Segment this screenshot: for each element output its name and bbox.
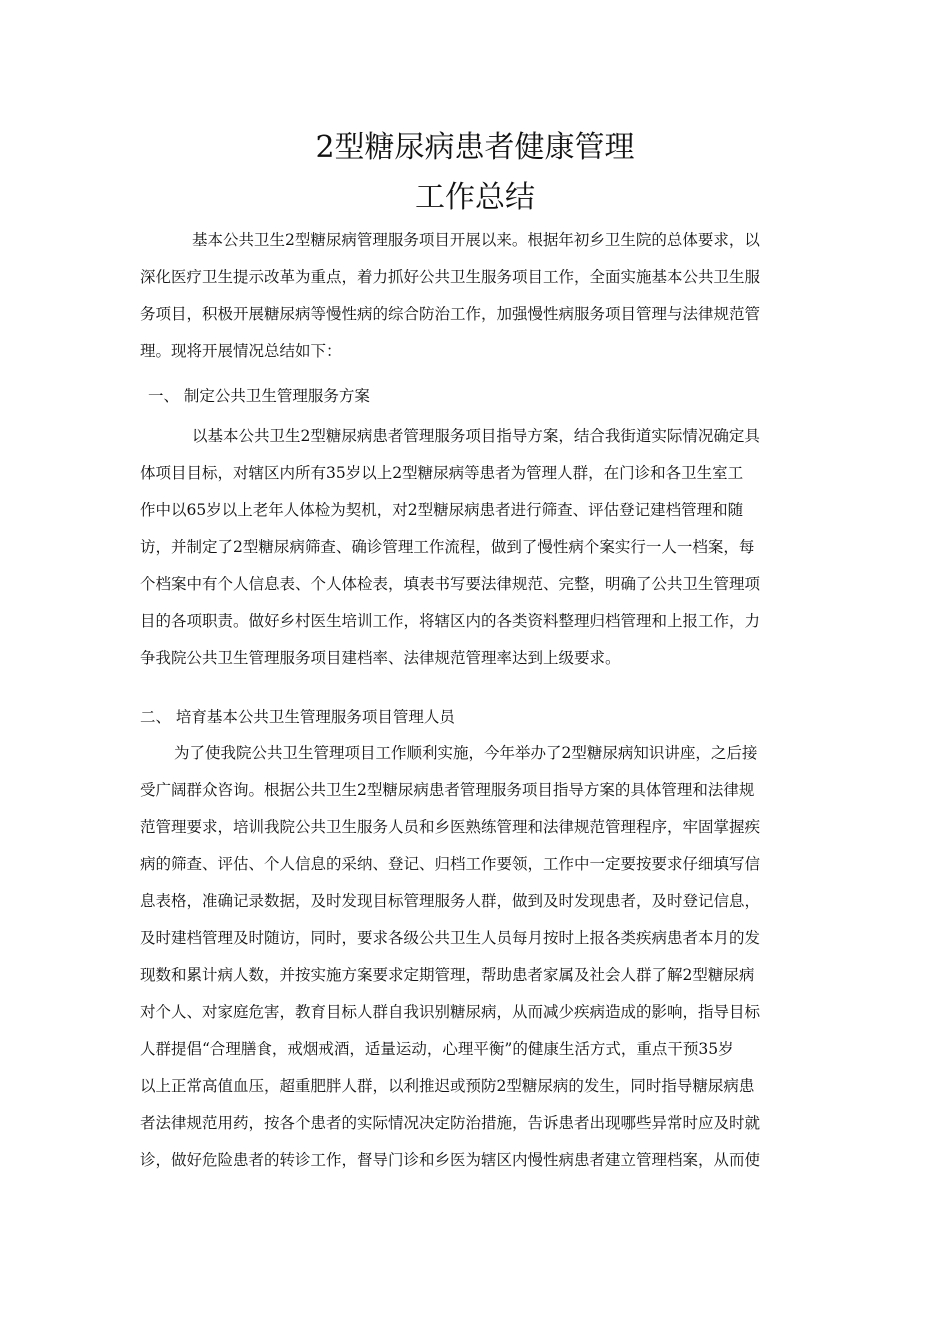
paragraph-line: 作中以65岁以上老年人体检为契机，对2型糖尿病患者进行筛查、评估登记建档管理和随 [140, 501, 744, 519]
paragraph-line: 现数和累计病人数，并按实施方案要求定期管理，帮助患者家属及社会人群了解2型糖尿病 [140, 966, 755, 984]
paragraph-line: 体项目目标，对辖区内所有35岁以上2型糖尿病等患者为管理人群，在门诊和各卫生室工 [140, 464, 744, 482]
document-subtitle: 工作总结 [415, 180, 535, 215]
paragraph-line: 以上正常高值血压，超重肥胖人群，以利推迟或预防2型糖尿病的发生，同时指导糖尿病患 [140, 1077, 755, 1095]
paragraph-line: 人群提倡“合理膳食，戒烟戒酒，适量运动，心理平衡”的健康生活方式，重点干预35岁 [140, 1040, 734, 1058]
paragraph-line: 息表格，准确记录数据，及时发现目标管理服务人群，做到及时发现患者，及时登记信息， [140, 892, 761, 910]
paragraph-line: 病的筛查、评估、个人信息的采纳、登记、归档工作要领，工作中一定要按要求仔细填写信 [140, 855, 761, 873]
paragraph-line: 诊，做好危险患者的转诊工作，督导门诊和乡医为辖区内慢性病患者建立管理档案，从而使 [140, 1151, 761, 1169]
paragraph-line: 个档案中有个人信息表、个人体检表，填表书写要法律规范、完整，明确了公共卫生管理项 [140, 575, 761, 593]
paragraph-line: 理。现将开展情况总结如下： [140, 342, 342, 360]
section-heading-1: 一、 制定公共卫生管理服务方案 [148, 387, 370, 405]
paragraph-line: 范管理要求，培训我院公共卫生服务人员和乡医熟练管理和法律规范管理程序，牢固掌握疾 [140, 818, 761, 836]
paragraph-line: 务项目，积极开展糖尿病等慢性病的综合防治工作，加强慢性病服务项目管理与法律规范管 [140, 305, 761, 323]
intro-paragraph [140, 222, 812, 370]
section-heading-2: 二、 培育基本公共卫生管理服务项目管理人员 [140, 708, 455, 726]
paragraph-line: 为了使我院公共卫生管理项目工作顺利实施，今年举办了2型糖尿病知识讲座，之后接 [174, 744, 758, 762]
paragraph-line: 及时建档管理及时随访，同时，要求各级公共卫生人员每月按时上报各类疾病患者本月的发 [140, 929, 761, 947]
paragraph-line: 深化医疗卫生提示改革为重点，着力抓好公共卫生服务项目工作，全面实施基本公共卫生服 [140, 268, 761, 286]
paragraph-line: 争我院公共卫生管理服务项目建档率、法律规范管理率达到上级要求。 [140, 649, 621, 667]
section2-paragraph [140, 735, 812, 1179]
document-title: 2型糖尿病患者健康管理 [315, 130, 635, 165]
paragraph-line: 基本公共卫生2型糖尿病管理服务项目开展以来。根据年初乡卫生院的总体要求，以 [192, 231, 760, 249]
paragraph-line: 访，并制定了2型糖尿病筛查、确诊管理工作流程，做到了慢性病个案实行一人一档案，每 [140, 538, 755, 556]
paragraph-line: 目的各项职责。做好乡村医生培训工作，将辖区内的各类资料整理归档管理和上报工作，力 [140, 612, 761, 630]
paragraph-line: 以基本公共卫生2型糖尿病患者管理服务项目指导方案，结合我街道实际情况确定具 [192, 427, 760, 445]
paragraph-line: 受广阔群众咨询。根据公共卫生2型糖尿病患者管理服务项目指导方案的具体管理和法律规 [140, 781, 755, 799]
paragraph-line: 者法律规范用药，按各个患者的实际情况决定防治措施，告诉患者出现哪些异常时应及时就 [140, 1114, 761, 1132]
paragraph-line: 对个人、对家庭危害，教育目标人群自我识别糖尿病，从而减少疾病造成的影响，指导目标 [140, 1003, 761, 1021]
section1-paragraph [140, 418, 812, 677]
